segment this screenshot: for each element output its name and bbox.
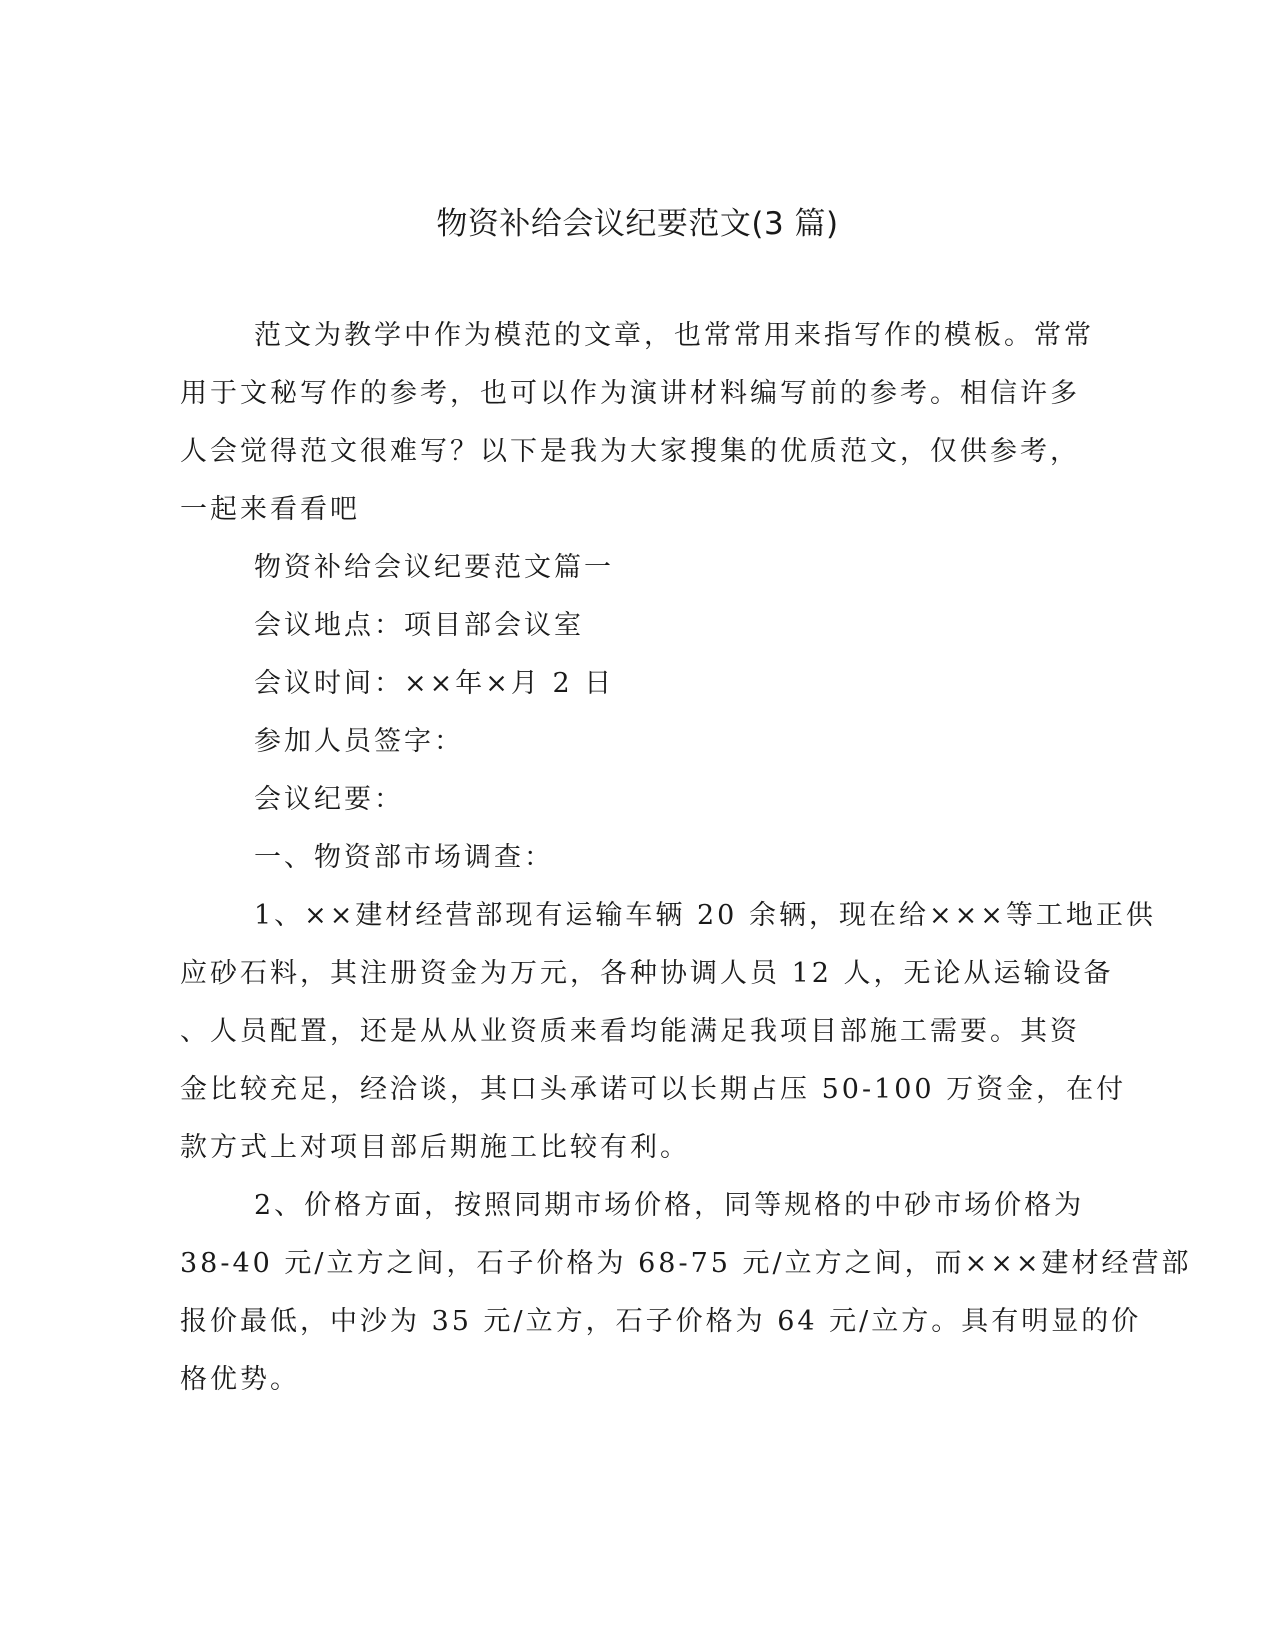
point2-line: 格优势。 [180, 1364, 300, 1395]
point1-line: 1、××建材经营部现有运输车辆 20 余辆，现在给×××等工地正供 [254, 900, 1156, 931]
minutes-label: 会议纪要： [254, 784, 404, 815]
intro-line: 人会觉得范文很难写？以下是我为大家搜集的优质范文，仅供参考， [180, 436, 1080, 467]
meeting-location: 会议地点：项目部会议室 [254, 610, 584, 641]
document-body [180, 307, 1192, 1409]
meeting-time: 会议时间：××年×月 2 日 [254, 668, 615, 699]
document-title: 物资补给会议纪要范文(3 篇) [436, 206, 839, 242]
point2-line: 2、价格方面，按照同期市场价格，同等规格的中砂市场价格为 [254, 1190, 1085, 1221]
point2-line: 报价最低，中沙为 35 元/立方，石子价格为 64 元/立方。具有明显的价 [180, 1306, 1142, 1337]
point1-line: 应砂石料，其注册资金为万元，各种协调人员 12 人，无论从运输设备 [180, 958, 1114, 989]
point1-line: 、人员配置，还是从从业资质来看均能满足我项目部施工需要。其资 [180, 1016, 1080, 1047]
intro-line: 一起来看看吧 [180, 494, 360, 525]
intro-line: 范文为教学中作为模范的文章，也常常用来指写作的模板。常常 [254, 320, 1094, 351]
item-heading: 一、物资部市场调查： [254, 842, 554, 873]
point1-line: 金比较充足，经洽谈，其口头承诺可以长期占压 50-100 万资金，在付 [180, 1074, 1127, 1105]
point1-line: 款方式上对项目部后期施工比较有利。 [180, 1132, 690, 1163]
intro-line: 用于文秘写作的参考，也可以作为演讲材料编写前的参考。相信许多 [180, 378, 1080, 409]
point2-line: 38-40 元/立方之间，石子价格为 68-75 元/立方之间，而×××建材经营部 [180, 1248, 1192, 1279]
attendees-signature: 参加人员签字： [254, 726, 464, 757]
section-heading: 物资补给会议纪要范文篇一 [254, 552, 614, 583]
